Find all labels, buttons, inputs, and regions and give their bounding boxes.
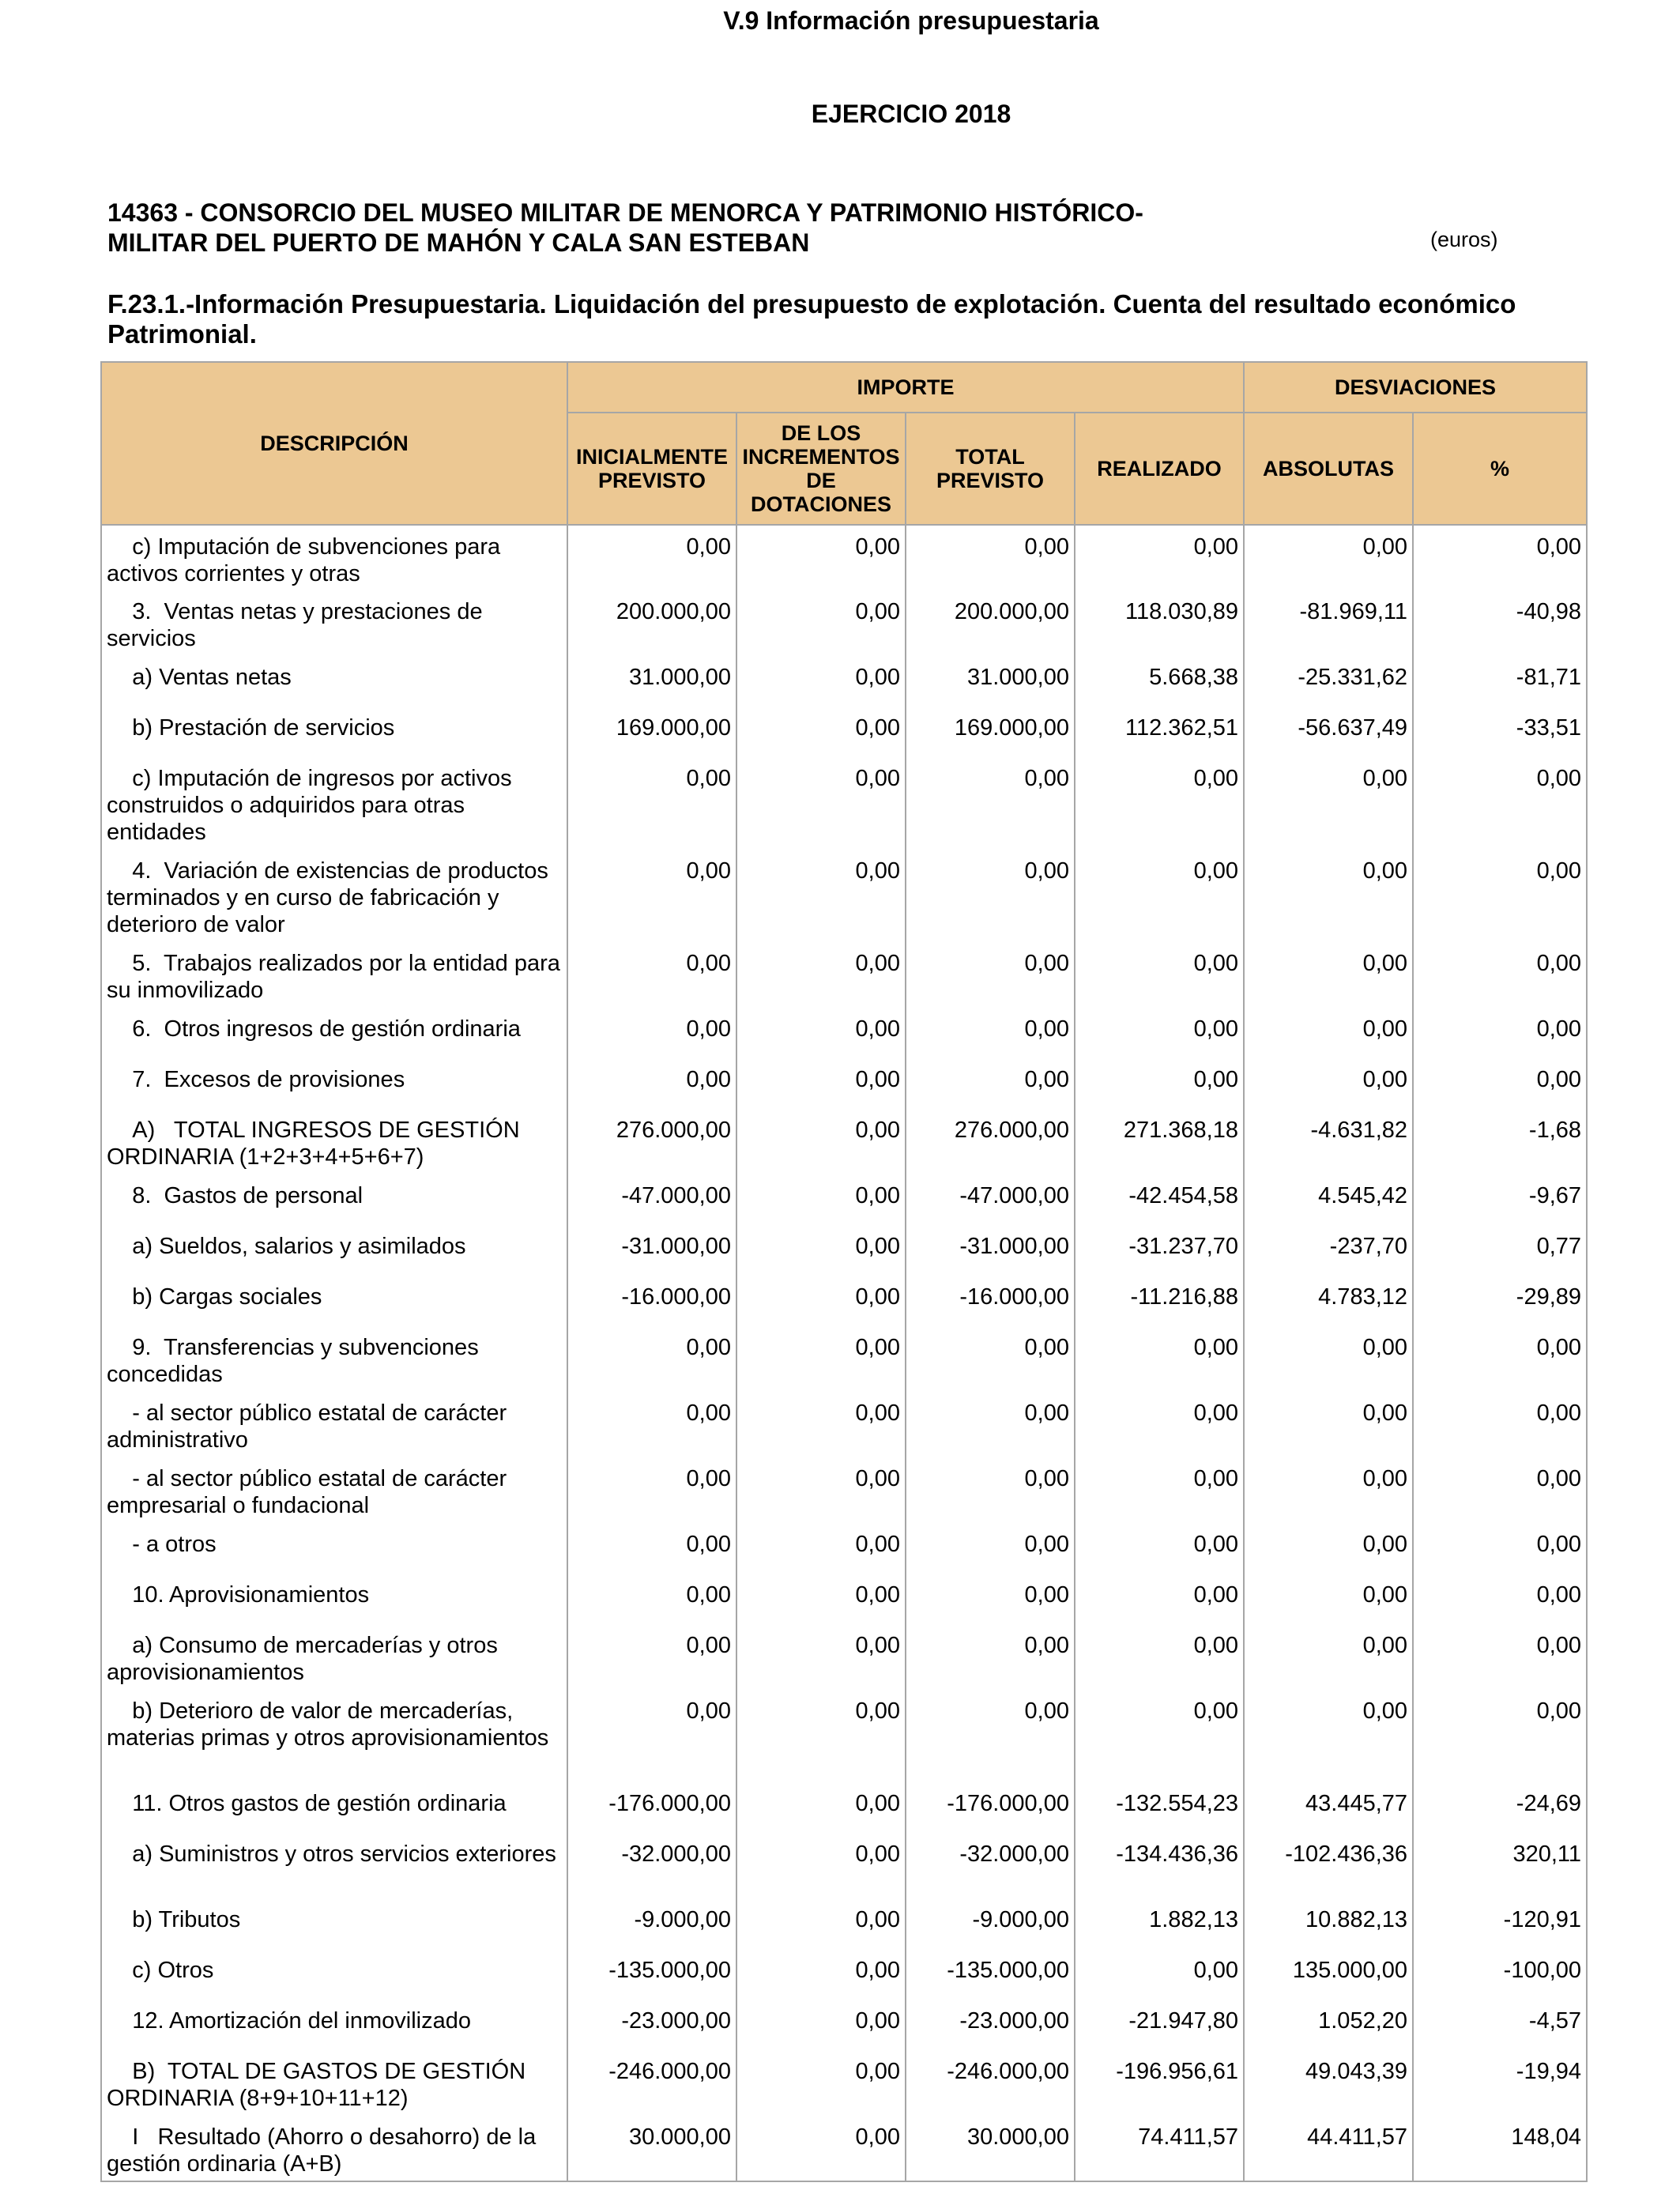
row-value: -23.000,00 — [906, 2000, 1075, 2050]
row-value: 43.445,77 — [1244, 1782, 1413, 1833]
row-value: 0,00 — [736, 1574, 906, 1624]
row-value: 0,00 — [1075, 757, 1244, 850]
row-value: 0,00 — [1413, 1008, 1587, 1058]
row-value: -31.237,70 — [1075, 1225, 1244, 1276]
budget-table — [100, 361, 1588, 2182]
row-value: 0,00 — [1413, 850, 1587, 942]
row-value: 0,00 — [1075, 850, 1244, 942]
row-value: 0,00 — [1075, 525, 1244, 590]
row-description: 10. Aprovisionamientos — [101, 1574, 567, 1624]
row-value: 0,00 — [906, 1008, 1075, 1058]
row-value: 200.000,00 — [906, 590, 1075, 656]
row-value: 276.000,00 — [567, 1109, 736, 1174]
table-row — [101, 2050, 1587, 2116]
row-value: 0,00 — [736, 1058, 906, 1109]
row-value: 0,00 — [1413, 1523, 1587, 1574]
table-row — [101, 2000, 1587, 2050]
row-description: 5. Trabajos realizados por la entidad para su inmovilizado — [101, 942, 567, 1008]
table-row — [101, 707, 1587, 757]
row-value: 0,00 — [1413, 1392, 1587, 1457]
row-value: 0,00 — [906, 1523, 1075, 1574]
row-description: 4. Variación de existencias de productos terminados y en curso de fabricación y deterioro de valor — [101, 850, 567, 942]
row-value: 0,00 — [1075, 1690, 1244, 1782]
row-value: 0,00 — [567, 1574, 736, 1624]
row-value: 0,00 — [906, 1690, 1075, 1782]
row-value: 0,00 — [906, 1624, 1075, 1690]
row-value: 0,00 — [736, 1690, 906, 1782]
table-row — [101, 1624, 1587, 1690]
row-description: c) Imputación de subvenciones para activos corrientes y otras — [101, 525, 567, 590]
row-value: -4.631,82 — [1244, 1109, 1413, 1174]
row-value: 0,00 — [1244, 1008, 1413, 1058]
table-row — [101, 2116, 1587, 2181]
row-value: 320,11 — [1413, 1833, 1587, 1898]
row-value: 148,04 — [1413, 2116, 1587, 2181]
row-value: 0,00 — [906, 757, 1075, 850]
col-incrementos-dotaciones: DE LOS INCREMENTOS DE DOTACIONES — [736, 413, 906, 525]
row-value: 0,00 — [1244, 942, 1413, 1008]
row-value: 0,00 — [1244, 1690, 1413, 1782]
row-value: -31.000,00 — [906, 1225, 1075, 1276]
row-value: 0,00 — [736, 1624, 906, 1690]
row-description: B) TOTAL DE GASTOS DE GESTIÓN ORDINARIA (8+9+10+11+12) — [101, 2050, 567, 2116]
row-value: -31.000,00 — [567, 1225, 736, 1276]
row-value: 0,00 — [736, 525, 906, 590]
row-value: -9,67 — [1413, 1174, 1587, 1225]
row-description: b) Tributos — [101, 1898, 567, 1949]
row-value: -21.947,80 — [1075, 2000, 1244, 2050]
table-row — [101, 1174, 1587, 1225]
table-row — [101, 1392, 1587, 1457]
header-desviaciones: DESVIACIONES — [1244, 362, 1587, 413]
table-row — [101, 1326, 1587, 1392]
row-value: 0,00 — [736, 590, 906, 656]
row-value: 276.000,00 — [906, 1109, 1075, 1174]
row-value: -120,91 — [1413, 1898, 1587, 1949]
row-value: 0,00 — [1075, 1058, 1244, 1109]
row-value: 0,00 — [567, 1523, 736, 1574]
row-description: I Resultado (Ahorro o desahorro) de la gestión ordinaria (A+B) — [101, 2116, 567, 2181]
row-value: 0,00 — [736, 1898, 906, 1949]
row-value: -246.000,00 — [906, 2050, 1075, 2116]
row-value: -11.216,88 — [1075, 1276, 1244, 1326]
row-description: a) Sueldos, salarios y asimilados — [101, 1225, 567, 1276]
row-value: 74.411,57 — [1075, 2116, 1244, 2181]
row-description: 11. Otros gastos de gestión ordinaria — [101, 1782, 567, 1833]
table-row — [101, 1949, 1587, 2000]
row-value: -32.000,00 — [906, 1833, 1075, 1898]
row-value: -40,98 — [1413, 590, 1587, 656]
row-value: 49.043,39 — [1244, 2050, 1413, 2116]
row-value: 0,00 — [1244, 850, 1413, 942]
table-row — [101, 1898, 1587, 1949]
row-value: 31.000,00 — [567, 656, 736, 707]
row-value: 1.052,20 — [1244, 2000, 1413, 2050]
row-value: 0,00 — [906, 1326, 1075, 1392]
row-description: a) Ventas netas — [101, 656, 567, 707]
row-value: -19,94 — [1413, 2050, 1587, 2116]
row-value: -47.000,00 — [567, 1174, 736, 1225]
row-description: - a otros — [101, 1523, 567, 1574]
row-description: A) TOTAL INGRESOS DE GESTIÓN ORDINARIA (1+2+3+4+5+6+7) — [101, 1109, 567, 1174]
row-value: 0,00 — [736, 1392, 906, 1457]
row-value: 135.000,00 — [1244, 1949, 1413, 2000]
col-absolutas: ABSOLUTAS — [1244, 413, 1413, 525]
row-value: 0,00 — [567, 1392, 736, 1457]
row-description: 7. Excesos de provisiones — [101, 1058, 567, 1109]
row-description: 8. Gastos de personal — [101, 1174, 567, 1225]
row-value: 0,77 — [1413, 1225, 1587, 1276]
row-value: 0,00 — [736, 1782, 906, 1833]
row-value: 0,00 — [1075, 1949, 1244, 2000]
row-value: 0,00 — [736, 1174, 906, 1225]
row-value: 0,00 — [1413, 1058, 1587, 1109]
row-value: 0,00 — [567, 942, 736, 1008]
table-row — [101, 1058, 1587, 1109]
row-description: 6. Otros ingresos de gestión ordinaria — [101, 1008, 567, 1058]
row-value: -56.637,49 — [1244, 707, 1413, 757]
row-value: 0,00 — [567, 1008, 736, 1058]
row-value: 0,00 — [1413, 1624, 1587, 1690]
row-value: 0,00 — [1075, 1326, 1244, 1392]
row-value: -24,69 — [1413, 1782, 1587, 1833]
row-value: 0,00 — [736, 2116, 906, 2181]
table-row — [101, 525, 1587, 590]
row-description: a) Consumo de mercaderías y otros aprovisionamientos — [101, 1624, 567, 1690]
row-description: - al sector público estatal de carácter empresarial o fundacional — [101, 1457, 567, 1523]
row-value: 1.882,13 — [1075, 1898, 1244, 1949]
row-value: 0,00 — [1075, 1457, 1244, 1523]
row-value: 0,00 — [567, 1457, 736, 1523]
row-value: 10.882,13 — [1244, 1898, 1413, 1949]
row-value: 0,00 — [906, 1457, 1075, 1523]
exercise-title: EJERCICIO 2018 — [811, 100, 1011, 128]
row-value: 44.411,57 — [1244, 2116, 1413, 2181]
row-value: 0,00 — [1244, 1392, 1413, 1457]
row-value: 0,00 — [1413, 1690, 1587, 1782]
row-value: 271.368,18 — [1075, 1109, 1244, 1174]
row-value: -237,70 — [1244, 1225, 1413, 1276]
row-value: 0,00 — [1075, 1008, 1244, 1058]
row-value: 31.000,00 — [906, 656, 1075, 707]
row-value: 4.545,42 — [1244, 1174, 1413, 1225]
row-description: b) Deterioro de valor de mercaderías, materias primas y otros aprovisionamientos — [101, 1690, 567, 1782]
row-value: 0,00 — [736, 1109, 906, 1174]
header-descripcion: DESCRIPCIÓN — [101, 362, 567, 525]
row-value: 0,00 — [736, 1276, 906, 1326]
row-value: -9.000,00 — [906, 1898, 1075, 1949]
table-row — [101, 590, 1587, 656]
row-value: 0,00 — [1075, 1392, 1244, 1457]
row-value: 0,00 — [906, 1392, 1075, 1457]
row-value: -47.000,00 — [906, 1174, 1075, 1225]
row-value: -102.436,36 — [1244, 1833, 1413, 1898]
table-row — [101, 1833, 1587, 1898]
table-row — [101, 1276, 1587, 1326]
row-value: 0,00 — [1244, 1457, 1413, 1523]
row-value: 169.000,00 — [906, 707, 1075, 757]
row-value: 0,00 — [906, 525, 1075, 590]
row-value: 0,00 — [567, 757, 736, 850]
row-value: -9.000,00 — [567, 1898, 736, 1949]
row-value: 0,00 — [1244, 1523, 1413, 1574]
row-value: 118.030,89 — [1075, 590, 1244, 656]
row-value: 0,00 — [567, 1326, 736, 1392]
row-value: 0,00 — [736, 1326, 906, 1392]
row-value: -16.000,00 — [567, 1276, 736, 1326]
table-body — [101, 525, 1587, 2181]
row-value: 112.362,51 — [1075, 707, 1244, 757]
row-value: 200.000,00 — [567, 590, 736, 656]
entity-name-line-1: 14363 - CONSORCIO DEL MUSEO MILITAR DE MENORCA Y PATRIMONIO HISTÓRICO- — [107, 198, 1143, 227]
row-value: -132.554,23 — [1075, 1782, 1244, 1833]
units-label: (euros) — [1430, 228, 1498, 251]
row-value: 0,00 — [736, 1523, 906, 1574]
row-value: -33,51 — [1413, 707, 1587, 757]
row-value: -4,57 — [1413, 2000, 1587, 2050]
row-value: 0,00 — [736, 1833, 906, 1898]
row-value: 0,00 — [736, 1949, 906, 2000]
row-value: 0,00 — [1244, 1574, 1413, 1624]
row-value: -134.436,36 — [1075, 1833, 1244, 1898]
row-value: 0,00 — [736, 1457, 906, 1523]
table-row — [101, 656, 1587, 707]
row-description: b) Prestación de servicios — [101, 707, 567, 757]
row-value: 0,00 — [1413, 1574, 1587, 1624]
row-value: 0,00 — [1413, 757, 1587, 850]
row-value: -176.000,00 — [906, 1782, 1075, 1833]
row-value: 169.000,00 — [567, 707, 736, 757]
col-realizado: REALIZADO — [1075, 413, 1244, 525]
row-value: 0,00 — [736, 2000, 906, 2050]
row-value: -32.000,00 — [567, 1833, 736, 1898]
row-value: 0,00 — [1413, 1457, 1587, 1523]
row-value: 0,00 — [1244, 757, 1413, 850]
row-value: 0,00 — [567, 850, 736, 942]
table-row — [101, 850, 1587, 942]
row-value: -100,00 — [1413, 1949, 1587, 2000]
row-value: -16.000,00 — [906, 1276, 1075, 1326]
col-inicialmente-previsto: INICIALMENTE PREVISTO — [567, 413, 736, 525]
table-row — [101, 1457, 1587, 1523]
row-value: 0,00 — [1413, 525, 1587, 590]
table-row — [101, 1008, 1587, 1058]
row-value: 4.783,12 — [1244, 1276, 1413, 1326]
row-value: 0,00 — [1244, 1058, 1413, 1109]
row-value: -176.000,00 — [567, 1782, 736, 1833]
row-value: -135.000,00 — [906, 1949, 1075, 2000]
row-value: 0,00 — [736, 942, 906, 1008]
row-value: 0,00 — [1075, 1574, 1244, 1624]
row-value: 0,00 — [567, 1624, 736, 1690]
row-value: -42.454,58 — [1075, 1174, 1244, 1225]
row-description: 9. Transferencias y subvenciones concedidas — [101, 1326, 567, 1392]
table-row — [101, 1782, 1587, 1833]
row-value: -81,71 — [1413, 656, 1587, 707]
entity-name-line-2: MILITAR DEL PUERTO DE MAHÓN Y CALA SAN ESTEBAN — [107, 228, 810, 257]
row-value: 0,00 — [1075, 1523, 1244, 1574]
row-value: 0,00 — [1075, 1624, 1244, 1690]
row-value: 0,00 — [736, 1225, 906, 1276]
row-value: 30.000,00 — [906, 2116, 1075, 2181]
row-description: 12. Amortización del inmovilizado — [101, 2000, 567, 2050]
row-description: 3. Ventas netas y prestaciones de servicios — [101, 590, 567, 656]
row-value: -1,68 — [1413, 1109, 1587, 1174]
header-importe: IMPORTE — [567, 362, 1244, 413]
table-row — [101, 1574, 1587, 1624]
table-row — [101, 1690, 1587, 1782]
row-value: -135.000,00 — [567, 1949, 736, 2000]
row-value: -29,89 — [1413, 1276, 1587, 1326]
row-value: 0,00 — [736, 656, 906, 707]
row-value: 0,00 — [906, 1058, 1075, 1109]
row-value: 0,00 — [906, 942, 1075, 1008]
table-row — [101, 1109, 1587, 1174]
row-value: 0,00 — [567, 1058, 736, 1109]
row-value: -246.000,00 — [567, 2050, 736, 2116]
section-title: V.9 Información presupuestaria — [723, 6, 1099, 35]
table-row — [101, 1225, 1587, 1276]
row-description: b) Cargas sociales — [101, 1276, 567, 1326]
row-value: 0,00 — [567, 1690, 736, 1782]
row-value: 0,00 — [1244, 1624, 1413, 1690]
row-value: 0,00 — [1244, 525, 1413, 590]
report-title: F.23.1.-Información Presupuestaria. Liquidación del presupuesto de explotación. Cuenta del resultado económico Patrimonial. — [107, 289, 1516, 349]
row-value: -25.331,62 — [1244, 656, 1413, 707]
row-description: c) Otros — [101, 1949, 567, 2000]
row-value: 0,00 — [736, 757, 906, 850]
row-description: c) Imputación de ingresos por activos construidos o adquiridos para otras entidades — [101, 757, 567, 850]
row-value: 5.668,38 — [1075, 656, 1244, 707]
col-porcentaje: % — [1413, 413, 1587, 525]
row-value: 0,00 — [736, 1008, 906, 1058]
row-value: 0,00 — [1413, 1326, 1587, 1392]
row-value: 0,00 — [736, 850, 906, 942]
row-description: - al sector público estatal de carácter administrativo — [101, 1392, 567, 1457]
row-value: 0,00 — [567, 525, 736, 590]
row-value: 0,00 — [906, 850, 1075, 942]
row-value: 0,00 — [1413, 942, 1587, 1008]
row-value: 0,00 — [1075, 942, 1244, 1008]
row-value: -196.956,61 — [1075, 2050, 1244, 2116]
row-value: 0,00 — [736, 707, 906, 757]
table-row — [101, 1523, 1587, 1574]
row-value: -23.000,00 — [567, 2000, 736, 2050]
row-value: 0,00 — [1244, 1326, 1413, 1392]
row-value: 0,00 — [736, 2050, 906, 2116]
row-value: 0,00 — [906, 1574, 1075, 1624]
table-row — [101, 942, 1587, 1008]
row-value: -81.969,11 — [1244, 590, 1413, 656]
table-row — [101, 757, 1587, 850]
row-description: a) Suministros y otros servicios exteriores — [101, 1833, 567, 1898]
row-value: 30.000,00 — [567, 2116, 736, 2181]
col-total-previsto: TOTAL PREVISTO — [906, 413, 1075, 525]
entity-name — [107, 198, 1293, 258]
